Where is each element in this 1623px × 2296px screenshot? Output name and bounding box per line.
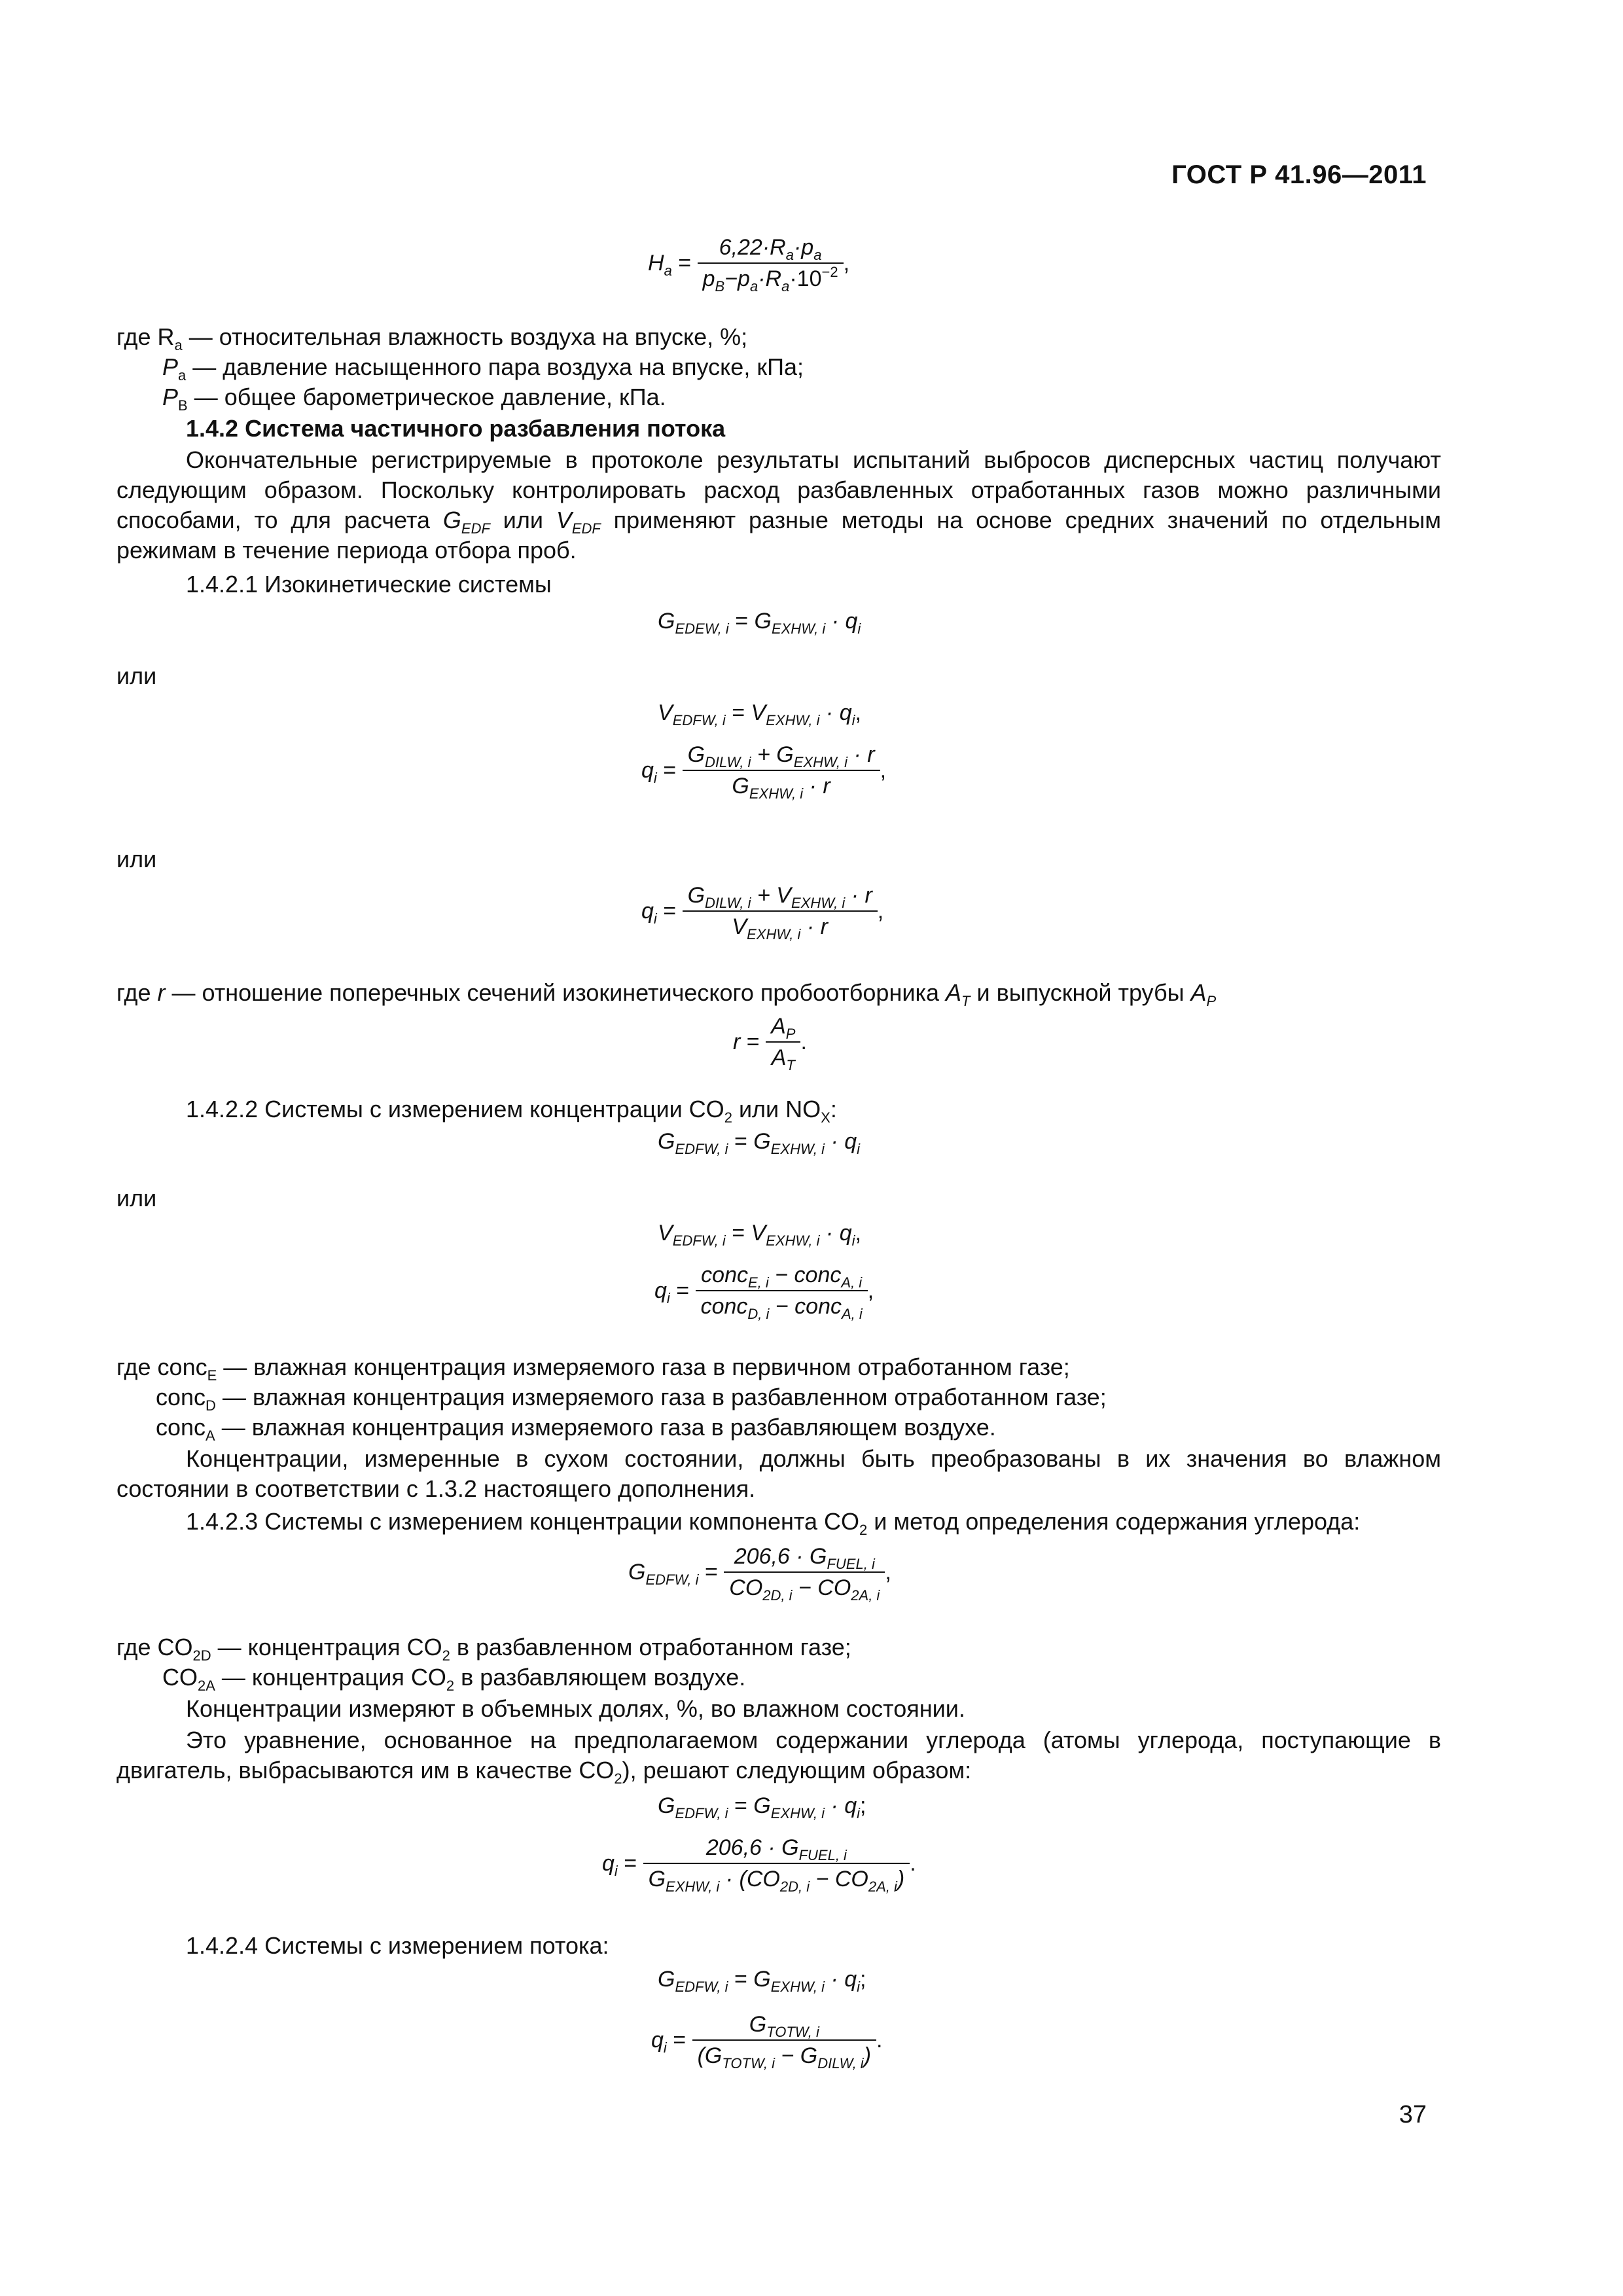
formula-qi-fuel: $q_i$ = $\frac{206,6 \cdot G_{FUEL, i}}{G_{EXHW, i} \cdot (CO_{2D, i} - CO_{2A, i})}$ . <box>602 1835 916 1895</box>
where-ra: где $R_a$ — относительная влажность воздуха на впуске, %; <box>116 323 748 353</box>
page-number: 37 <box>1399 2101 1427 2128</box>
formula-qi-gdilw: $q_i$ = $\frac{G_{DILW, i} + G_{EXHW, i} \cdot r}{G_{EXHW, i} \cdot r}$ , <box>641 742 887 802</box>
formula-gedfw-4: $G_{EDFW, i} = G_{EXHW, i} \cdot q_i$; <box>658 1967 866 1995</box>
where-co2d: где $CO_{2D}$ — концентрация $CO_2$ в разбавленном отработанном газе; <box>116 1634 851 1664</box>
where-pb: $P_B$ — общее барометрическое давление, кПа. <box>162 384 666 414</box>
paragraph-carbon-balance: Это уравнение, основанное на предполагаемом содержании углерода (атомы углерода, поступающие в двигатель, выбрасываются им в качестве $CO_2$), решают следующим образом: <box>116 1727 1441 1787</box>
where-conc-e: где conc$_E$ — влажная концентрация измеряемого газа в первичном отработанном газе; <box>116 1354 1070 1384</box>
section-1-4-2-1-title: 1.4.2.1 Изокинетические системы <box>186 571 552 598</box>
section-1-4-2-3-title: 1.4.2.3 Системы с измерением концентрации компонента $CO_2$ и метод определения содержания углерода: <box>186 1508 1361 1538</box>
formula-qi-vexhw: $q_i$ = $\frac{G_{DILW, i} + V_{EXHW, i} \cdot r}{V_{EXHW, i} \cdot r}$ , <box>641 883 884 942</box>
formula-humidity: $H_a$ = $\frac{6,22\cdot R_a\cdot p_a}{p_B-p_a\cdot R_a\cdot 10^{-2}}$ , <box>648 235 850 295</box>
where-co2a: $CO_{2A}$ — концентрация $CO_2$ в разбавляющем воздухе. <box>162 1664 746 1694</box>
or-text: или <box>116 662 157 689</box>
formula-gedfw-fuel: $G_{EDFW, i}$ = $\frac{206,6 \cdot G_{FUEL, i}}{CO_{2D, i} - CO_{2A, i}}$ , <box>628 1544 891 1604</box>
or-text: или <box>116 846 157 872</box>
where-conc-a: conc$_A$ — влажная концентрация измеряемого газа в разбавляющем воздухе. <box>156 1414 996 1444</box>
where-r: где r — отношение поперечных сечений изокинетического пробоотборника $A_T$ и выпускной трубы $A_P$ <box>116 979 1217 1009</box>
paragraph-volume-fraction: Концентрации измеряют в объемных долях, %, во влажном состоянии. <box>186 1695 965 1722</box>
section-1-4-2-title: 1.4.2 Система частичного разбавления потока <box>186 415 726 442</box>
formula-qi-totw: $q_i$ = $\frac{G_{TOTW, i}}{(G_{TOTW, i} - G_{DILW, i})}$ . <box>651 2012 883 2072</box>
paragraph-dry-conversion: Концентрации, измеренные в сухом состоянии, должны быть преобразованы в их значения во влажном состоянии в соответствии с 1.3.2 настоящего дополнения. <box>116 1445 1441 1502</box>
standard-header: ГОСТ Р 41.96—2011 <box>1171 160 1427 189</box>
section-1-4-2-4-title: 1.4.2.4 Системы с измерением потока: <box>186 1932 609 1959</box>
formula-gedfw-3: $G_{EDFW, i} = G_{EXHW, i} \cdot q_i$; <box>658 1793 866 1821</box>
paragraph-1-4-2: Окончательные регистрируемые в протоколе результаты испытаний выбросов дисперсных частиц получают следующим образом. Поскольку контролировать расход разбавленных отработанных газов можно различными способами, то для расчета $G_{EDF}$ или $V_{EDF}$ применяют разные методы на основе средних значений по отдельным режимам в течение периода отбора проб. <box>116 446 1441 564</box>
formula-gedew: $G_{EDEW, i} = G_{EXHW, i} \cdot q_i$ <box>658 609 861 637</box>
formula-r: r = $\frac{A_P}{A_T}$ . <box>733 1014 807 1073</box>
formula-vedfw-2: $V_{EDFW, i} = V_{EXHW, i} \cdot q_i$, <box>658 1221 861 1249</box>
where-conc-d: conc$_D$ — влажная концентрация измеряемого газа в разбавленном отработанном газе; <box>156 1384 1107 1414</box>
formula-vedfw: $V_{EDFW, i} = V_{EXHW, i} \cdot q_i$, <box>658 700 861 728</box>
where-pa: $P_a$ — давление насыщенного пара воздуха на впуске, кПа; <box>162 353 804 384</box>
formula-gedfw: $G_{EDFW, i} = G_{EXHW, i} \cdot q_i$ <box>658 1129 861 1157</box>
formula-qi-conc: $q_i$ = $\frac{conc_{E, i} - conc_{A, i}}{conc_{D, i} - conc_{A, i}}$ , <box>654 1263 874 1322</box>
section-1-4-2-2-title: 1.4.2.2 Системы с измерением концентрации $CO_2$ или $NO_X$: <box>186 1096 837 1126</box>
or-text: или <box>116 1185 157 1211</box>
